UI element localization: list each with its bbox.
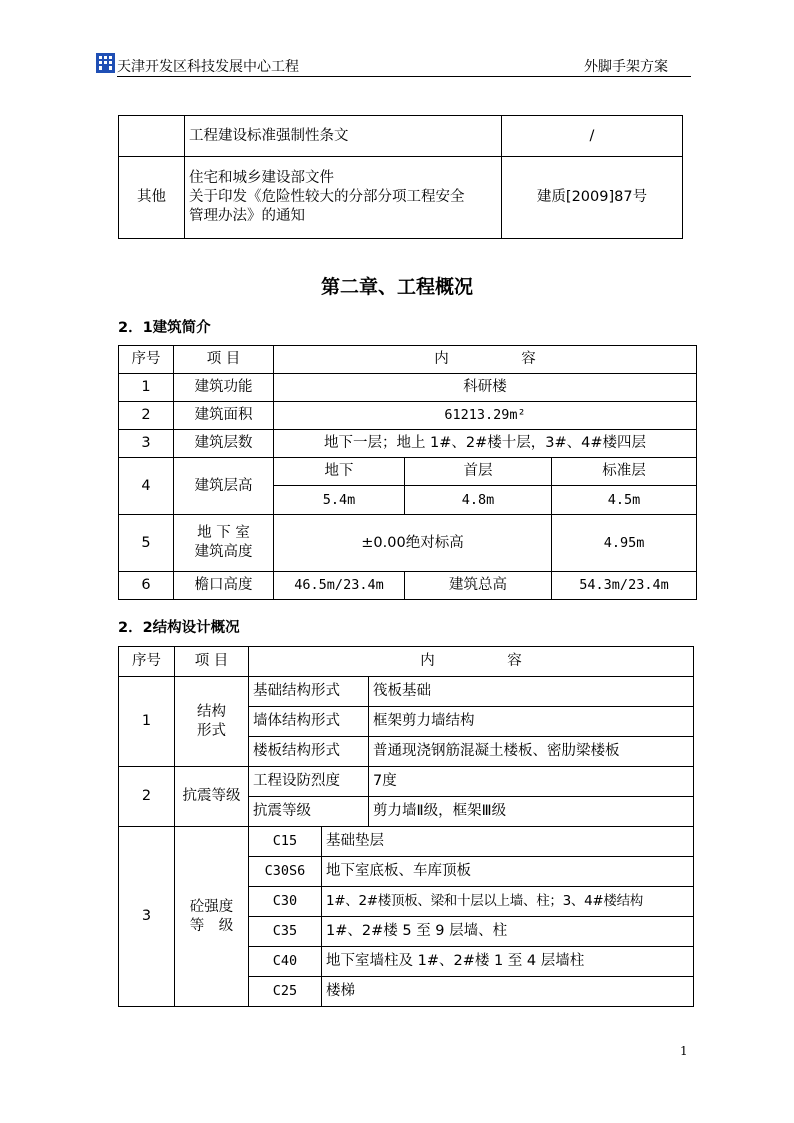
eave-height: 46.5m/23.4m [274,572,405,600]
total-height: 54.3m/23.4m [552,572,697,600]
row-item: 建筑面积 [174,402,274,430]
concrete-grade: C35 [249,917,322,947]
item-line: 建筑高度 [194,544,253,560]
floor-standard-height: 4.5m [552,486,697,515]
row-no: 2 [119,767,175,827]
spec-value: 普通现浇钢筋混凝土楼板、密肋梁楼板 [369,737,694,767]
floor-standard-label: 标准层 [552,458,697,486]
row-no: 4 [119,458,174,515]
row-no: 3 [119,827,175,1007]
header-content: 内 容 [249,647,694,677]
row-no: 6 [119,572,174,600]
row-item [175,827,249,1007]
item-line: 等 级 [189,917,234,934]
table-row [119,458,697,486]
elevation-reference: ±0.00绝对标高 [274,515,552,572]
header-doc-title: 外脚手架方案 [584,59,668,75]
row-item: 建筑层数 [174,430,274,458]
row-no: 3 [119,430,174,458]
chapter-title: 第二章、工程概况 [320,276,473,298]
header-item: 项 目 [175,647,249,677]
row-item: 檐口高度 [174,572,274,600]
table-row [119,767,694,797]
floor-first-label: 首层 [405,458,552,486]
header-no: 序号 [119,647,175,677]
doc-line: 住宅和城乡建设部文件 [189,170,334,186]
row-no: 1 [119,374,174,402]
table-cell [119,116,185,157]
spec-value: 筏板基础 [369,677,694,707]
concrete-usage: 1#、2#楼顶板、梁和十层以上墙、柱；3、4#楼结构 [322,887,694,917]
concrete-grade: C30S6 [249,857,322,887]
item-line: 形式 [197,722,226,739]
row-value: 61213.29m² [274,402,697,430]
item-line: 地 下 室 [197,525,250,541]
standard-name: 工程建设标准强制性条文 [185,116,502,157]
spec-key: 工程设防烈度 [249,767,369,797]
building-overview-table [118,345,697,600]
concrete-usage: 1#、2#楼 5 至 9 层墙、柱 [322,917,694,947]
document-code-cell: 建质[2009]87号 [502,157,683,239]
concrete-grade: C25 [249,977,322,1007]
spec-value: 7度 [369,767,694,797]
total-height-label: 建筑总高 [405,572,552,600]
concrete-grade: C15 [249,827,322,857]
row-item [175,677,249,767]
row-no: 5 [119,515,174,572]
header-divider [117,76,691,77]
spec-key: 墙体结构形式 [249,707,369,737]
row-no: 1 [119,677,175,767]
floor-first-height: 4.8m [405,486,552,515]
standard-code: / [502,116,683,157]
table-header-row [119,647,694,677]
building-logo-icon [96,53,115,73]
doc-line: 关于印发《危险性较大的分部分项工程安全 [189,189,465,205]
section-title-structure: 2．2结构设计概况 [118,620,240,636]
item-line: 砼强度 [189,898,234,915]
spec-key: 抗震等级 [249,797,369,827]
spec-value: 框架剪力墙结构 [369,707,694,737]
header-content: 内 容 [274,346,697,374]
category-cell: 其他 [119,157,185,239]
header-item: 项 目 [174,346,274,374]
concrete-grade: C40 [249,947,322,977]
item-line: 结构 [197,703,226,720]
floor-basement-label: 地下 [274,458,405,486]
doc-line: 管理办法》的通知 [189,208,305,224]
table-row [119,430,697,458]
table-row [119,116,683,157]
document-title-cell [185,157,502,239]
section-title-building: 2．1建筑简介 [118,320,211,336]
table-row [119,374,697,402]
table-row [119,677,694,707]
row-item: 抗震等级 [175,767,249,827]
floor-basement-height: 5.4m [274,486,405,515]
row-item: 建筑功能 [174,374,274,402]
row-value: 科研楼 [274,374,697,402]
page-number: 1 [680,1044,688,1058]
concrete-usage: 地下室墙柱及 1#、2#楼 1 至 4 层墙柱 [322,947,694,977]
header-project-title: 天津开发区科技发展中心工程 [117,59,299,75]
spec-value: 剪力墙Ⅱ级，框架Ⅲ级 [369,797,694,827]
spec-key: 楼板结构形式 [249,737,369,767]
table-row [119,157,683,239]
table-row [119,827,694,857]
header-no: 序号 [119,346,174,374]
concrete-usage: 地下室底板、车库顶板 [322,857,694,887]
row-value: 地下一层；地上 1#、2#楼十层，3#、4#楼四层 [274,430,697,458]
basement-height: 4.95m [552,515,697,572]
standards-table [118,115,683,239]
table-row [119,402,697,430]
row-item: 建筑层高 [174,458,274,515]
concrete-usage: 楼梯 [322,977,694,1007]
row-no: 2 [119,402,174,430]
table-row [119,572,697,600]
concrete-usage: 基础垫层 [322,827,694,857]
spec-key: 基础结构形式 [249,677,369,707]
concrete-grade: C30 [249,887,322,917]
structure-design-table [118,646,694,1007]
row-item [174,515,274,572]
table-header-row [119,346,697,374]
table-row [119,515,697,572]
